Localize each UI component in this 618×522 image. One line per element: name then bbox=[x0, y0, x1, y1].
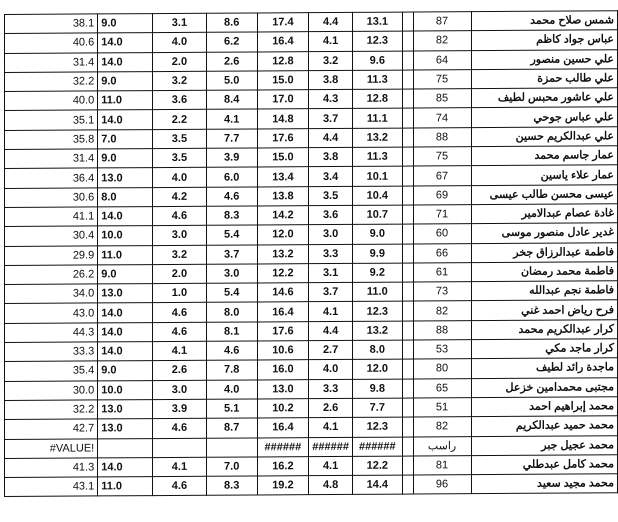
score-col-6-cell: 9.0 bbox=[352, 224, 402, 244]
score-col-1-cell: 14.0 bbox=[98, 457, 153, 477]
column-gap bbox=[402, 70, 413, 89]
score-col-5-cell: 4.0 bbox=[309, 360, 353, 380]
score-col-3-cell: 8.7 bbox=[206, 418, 257, 438]
student-name-cell: عيسى محسن طالب عيسى bbox=[471, 184, 617, 204]
score-col-5-cell: 2.7 bbox=[309, 340, 353, 360]
score-col-2-cell: 4.0 bbox=[153, 33, 207, 53]
score-col-6-cell: 9.6 bbox=[352, 51, 402, 71]
score-col-5-cell: 4.3 bbox=[309, 90, 353, 110]
column-gap bbox=[402, 224, 413, 243]
student-name-cell: كرار ماجد مكي bbox=[471, 339, 617, 359]
score-col-5-cell: 4.1 bbox=[309, 302, 353, 322]
score-col-1-cell: 11.0 bbox=[98, 245, 153, 265]
score-col-4-cell: 14.6 bbox=[257, 283, 309, 303]
score-col-6-cell: 13.1 bbox=[352, 12, 402, 32]
student-name-cell: محمد حميد عبدالكريم bbox=[471, 416, 617, 436]
score-col-2-cell: 3.2 bbox=[153, 71, 207, 91]
final-score-cell: 67 bbox=[413, 166, 471, 186]
total-cell: 43.1 bbox=[5, 477, 98, 497]
column-gap bbox=[402, 282, 413, 301]
score-col-2-cell: 4.1 bbox=[153, 457, 207, 477]
score-col-6-cell: 12.3 bbox=[352, 31, 402, 51]
final-score-cell: 74 bbox=[413, 108, 471, 128]
score-col-6-cell: 12.3 bbox=[352, 302, 402, 322]
score-col-3-cell: 6.2 bbox=[206, 32, 257, 52]
student-name-cell: عباس جواد كاظم bbox=[471, 30, 617, 50]
score-col-4-cell: 13.4 bbox=[257, 167, 309, 187]
final-score-cell: 73 bbox=[413, 282, 471, 302]
score-col-4-cell: 16.4 bbox=[257, 302, 309, 322]
column-gap bbox=[402, 340, 413, 359]
total-cell: 30.6 bbox=[5, 188, 98, 208]
score-col-5-cell: 3.5 bbox=[309, 186, 353, 206]
total-cell: 35.1 bbox=[5, 110, 98, 130]
final-score-cell: 64 bbox=[413, 50, 471, 70]
score-col-2-cell: 4.0 bbox=[153, 168, 207, 188]
total-cell: 40.0 bbox=[5, 91, 98, 111]
student-name-cell: فاطمة محمد رمضان bbox=[471, 262, 617, 282]
final-score-cell: 96 bbox=[413, 475, 471, 495]
score-col-1-cell: 9.0 bbox=[98, 149, 153, 169]
score-col-3-cell: 4.0 bbox=[206, 380, 257, 400]
score-col-6-cell: 13.2 bbox=[352, 128, 402, 148]
column-gap bbox=[402, 359, 413, 378]
total-cell: 35.8 bbox=[5, 130, 98, 150]
score-col-2-cell: 3.5 bbox=[153, 129, 207, 149]
score-col-5-cell: 3.7 bbox=[309, 283, 353, 303]
score-col-2-cell: 2.0 bbox=[153, 264, 207, 284]
score-col-2-cell: 3.9 bbox=[153, 399, 207, 419]
score-col-6-cell: 9.8 bbox=[352, 379, 402, 399]
score-col-4-cell: 16.0 bbox=[257, 360, 309, 380]
column-gap bbox=[402, 12, 413, 31]
final-score-cell: 82 bbox=[413, 417, 471, 437]
column-gap bbox=[402, 437, 413, 456]
score-col-5-cell: ###### bbox=[309, 437, 353, 457]
total-cell: 40.6 bbox=[5, 33, 98, 53]
student-name-cell: غادة عصام عبدالامير bbox=[471, 204, 617, 224]
column-gap bbox=[402, 456, 413, 475]
total-cell: 29.9 bbox=[5, 245, 98, 265]
final-score-cell: 75 bbox=[413, 147, 471, 167]
total-cell: 36.4 bbox=[5, 168, 98, 188]
score-col-1-cell: 13.0 bbox=[98, 419, 153, 439]
score-col-3-cell bbox=[206, 437, 257, 457]
score-col-1-cell: 14.0 bbox=[98, 303, 153, 323]
total-cell: 32.2 bbox=[5, 400, 98, 420]
score-col-5-cell: 4.1 bbox=[309, 32, 353, 52]
score-col-2-cell: 3.5 bbox=[153, 148, 207, 168]
score-col-2-cell: 3.2 bbox=[153, 245, 207, 265]
score-col-4-cell: 12.8 bbox=[257, 51, 309, 71]
score-col-3-cell: 4.1 bbox=[206, 109, 257, 129]
score-col-1-cell: 14.0 bbox=[98, 110, 153, 130]
score-col-2-cell: 3.6 bbox=[153, 90, 207, 110]
score-col-5-cell: 3.0 bbox=[309, 225, 353, 245]
score-col-3-cell: 8.3 bbox=[206, 476, 257, 496]
score-col-5-cell: 4.4 bbox=[309, 12, 353, 32]
score-col-1-cell: 14.0 bbox=[98, 207, 153, 227]
score-col-3-cell: 7.7 bbox=[206, 129, 257, 149]
column-gap bbox=[402, 108, 413, 127]
score-col-4-cell: 13.8 bbox=[257, 186, 309, 206]
student-name-cell: فاطمة عبدالرزاق جخر bbox=[471, 242, 617, 262]
score-col-5-cell: 3.1 bbox=[309, 263, 353, 283]
final-score-cell: 65 bbox=[413, 378, 471, 398]
student-name-cell: محمد مجيد سعيد bbox=[471, 474, 617, 494]
score-col-3-cell: 7.0 bbox=[206, 457, 257, 477]
column-gap bbox=[402, 417, 413, 436]
column-gap bbox=[402, 321, 413, 340]
score-col-1-cell bbox=[98, 438, 153, 458]
final-score-cell: 85 bbox=[413, 89, 471, 109]
score-col-4-cell: 15.0 bbox=[257, 148, 309, 168]
student-name-cell: علي عاشور محبس لطيف bbox=[471, 88, 617, 108]
score-col-5-cell: 4.4 bbox=[309, 321, 353, 341]
total-cell: #VALUE! bbox=[5, 438, 98, 458]
score-col-3-cell: 8.3 bbox=[206, 206, 257, 226]
student-name-cell: فرح رياض احمد غني bbox=[471, 300, 617, 320]
total-cell: 33.3 bbox=[5, 342, 98, 362]
column-gap bbox=[402, 205, 413, 224]
score-col-3-cell: 4.6 bbox=[206, 341, 257, 361]
column-gap bbox=[402, 398, 413, 417]
score-col-6-cell: 14.4 bbox=[352, 475, 402, 495]
column-gap bbox=[402, 147, 413, 166]
score-col-4-cell: 10.6 bbox=[257, 341, 309, 361]
score-col-4-cell: 17.6 bbox=[257, 321, 309, 341]
score-col-1-cell: 10.0 bbox=[98, 226, 153, 246]
final-score-cell: 66 bbox=[413, 243, 471, 263]
total-cell: 42.7 bbox=[5, 419, 98, 439]
final-score-cell: 81 bbox=[413, 455, 471, 475]
score-col-5-cell: 2.6 bbox=[309, 398, 353, 418]
score-col-4-cell: 15.0 bbox=[257, 71, 309, 91]
student-name-cell: محمد عجيل جبر bbox=[471, 435, 617, 455]
score-col-4-cell: 17.6 bbox=[257, 128, 309, 148]
final-score-cell: 69 bbox=[413, 185, 471, 205]
score-col-2-cell: 2.0 bbox=[153, 52, 207, 72]
score-col-4-cell: 14.2 bbox=[257, 206, 309, 226]
score-col-3-cell: 8.4 bbox=[206, 90, 257, 110]
score-col-2-cell: 3.0 bbox=[153, 226, 207, 246]
student-name-cell: محمد إبراهيم احمد bbox=[471, 397, 617, 417]
total-cell: 31.4 bbox=[5, 149, 98, 169]
score-col-2-cell: 2.6 bbox=[153, 361, 207, 381]
score-col-4-cell: 17.4 bbox=[257, 13, 309, 33]
student-name-cell: علي عباس جوحي bbox=[471, 107, 617, 127]
score-col-6-cell: 13.2 bbox=[352, 321, 402, 341]
score-col-6-cell: 11.3 bbox=[352, 70, 402, 90]
score-col-6-cell: 11.1 bbox=[352, 109, 402, 129]
student-name-cell: ماجدة رائد لطيف bbox=[471, 358, 617, 378]
score-col-1-cell: 7.0 bbox=[98, 129, 153, 149]
column-gap bbox=[402, 301, 413, 320]
total-cell: 35.4 bbox=[5, 361, 98, 381]
score-col-1-cell: 14.0 bbox=[98, 342, 153, 362]
final-score-cell: 75 bbox=[413, 70, 471, 90]
total-cell: 30.0 bbox=[5, 381, 98, 401]
total-cell: 41.1 bbox=[5, 207, 98, 227]
score-col-3-cell: 3.9 bbox=[206, 148, 257, 168]
score-col-5-cell: 3.3 bbox=[309, 379, 353, 399]
student-name-cell: علي طالب حمزة bbox=[471, 69, 617, 89]
score-col-1-cell: 14.0 bbox=[98, 322, 153, 342]
score-col-4-cell: 13.2 bbox=[257, 244, 309, 264]
student-name-cell: كرار عبدالكريم محمد bbox=[471, 320, 617, 340]
column-gap bbox=[402, 475, 413, 494]
score-col-4-cell: 14.8 bbox=[257, 109, 309, 129]
total-cell: 30.4 bbox=[5, 226, 98, 246]
final-score-cell: راسب bbox=[413, 436, 471, 456]
score-col-6-cell: 10.1 bbox=[352, 166, 402, 186]
score-col-6-cell: ###### bbox=[352, 437, 402, 457]
column-gap bbox=[402, 31, 413, 50]
column-gap bbox=[402, 89, 413, 108]
score-col-1-cell: 9.0 bbox=[98, 71, 153, 91]
student-name-cell: علي عبدالكريم حسين bbox=[471, 127, 617, 147]
score-col-5-cell: 4.1 bbox=[309, 456, 353, 476]
score-col-2-cell: 4.6 bbox=[153, 206, 207, 226]
student-name-cell: عمار جاسم محمد bbox=[471, 146, 617, 166]
score-col-5-cell: 3.3 bbox=[309, 244, 353, 264]
score-col-3-cell: 7.8 bbox=[206, 360, 257, 380]
table-row bbox=[5, 474, 618, 497]
score-col-4-cell: 10.2 bbox=[257, 399, 309, 419]
score-col-1-cell: 11.0 bbox=[98, 91, 153, 111]
final-score-cell: 71 bbox=[413, 205, 471, 225]
score-col-2-cell: 4.2 bbox=[153, 187, 207, 207]
total-cell: 44.3 bbox=[5, 323, 98, 343]
total-cell: 34.0 bbox=[5, 284, 98, 304]
score-col-3-cell: 3.7 bbox=[206, 245, 257, 265]
score-col-4-cell: 12.2 bbox=[257, 263, 309, 283]
score-col-2-cell: 3.1 bbox=[153, 13, 207, 33]
score-col-5-cell: 3.6 bbox=[309, 205, 353, 225]
score-col-3-cell: 2.6 bbox=[206, 52, 257, 72]
final-score-cell: 80 bbox=[413, 359, 471, 379]
score-col-3-cell: 5.1 bbox=[206, 399, 257, 419]
score-col-4-cell: 19.2 bbox=[257, 476, 309, 496]
final-score-cell: 87 bbox=[413, 12, 471, 32]
score-col-6-cell: 11.0 bbox=[352, 282, 402, 302]
score-col-6-cell: 12.0 bbox=[352, 359, 402, 379]
score-col-3-cell: 5.0 bbox=[206, 71, 257, 91]
column-gap bbox=[402, 379, 413, 398]
column-gap bbox=[402, 186, 413, 205]
score-col-5-cell: 3.4 bbox=[309, 167, 353, 187]
column-gap bbox=[402, 166, 413, 185]
score-col-1-cell: 13.0 bbox=[98, 400, 153, 420]
score-col-4-cell: 16.2 bbox=[257, 456, 309, 476]
column-gap bbox=[402, 263, 413, 282]
student-name-cell: عمار علاء ياسين bbox=[471, 165, 617, 185]
score-col-1-cell: 9.0 bbox=[98, 14, 153, 34]
total-cell: 31.4 bbox=[5, 53, 98, 73]
score-col-6-cell: 10.4 bbox=[352, 186, 402, 206]
score-col-3-cell: 4.6 bbox=[206, 187, 257, 207]
final-score-cell: 61 bbox=[413, 263, 471, 283]
student-name-cell: فاطمة نجم عبدالله bbox=[471, 281, 617, 301]
score-col-6-cell: 12.3 bbox=[352, 417, 402, 437]
score-col-4-cell: 16.4 bbox=[257, 418, 309, 438]
final-score-cell: 82 bbox=[413, 301, 471, 321]
score-col-5-cell: 4.4 bbox=[309, 128, 353, 148]
final-score-cell: 60 bbox=[413, 224, 471, 244]
score-col-1-cell: 14.0 bbox=[98, 33, 153, 53]
score-col-2-cell: 4.1 bbox=[153, 341, 207, 361]
score-col-6-cell: 12.8 bbox=[352, 89, 402, 109]
score-col-5-cell: 3.2 bbox=[309, 51, 353, 71]
total-cell: 26.2 bbox=[5, 265, 98, 285]
score-col-4-cell: 12.0 bbox=[257, 225, 309, 245]
score-col-1-cell: 10.0 bbox=[98, 380, 153, 400]
score-col-1-cell: 14.0 bbox=[98, 52, 153, 72]
score-col-6-cell: 7.7 bbox=[352, 398, 402, 418]
student-name-cell: محمد كامل عبدطلي bbox=[471, 455, 617, 475]
column-gap bbox=[402, 51, 413, 70]
score-col-5-cell: 3.8 bbox=[309, 147, 353, 167]
score-col-6-cell: 10.7 bbox=[352, 205, 402, 225]
student-name-cell: شمس صلاح محمد bbox=[471, 11, 617, 31]
student-name-cell: غدير عادل منصور موسى bbox=[471, 223, 617, 243]
score-col-4-cell: 17.0 bbox=[257, 90, 309, 110]
score-col-1-cell: 11.0 bbox=[98, 477, 153, 497]
score-col-6-cell: 12.2 bbox=[352, 456, 402, 476]
score-col-2-cell: 1.0 bbox=[153, 283, 207, 303]
score-col-5-cell: 3.8 bbox=[309, 70, 353, 90]
total-cell: 32.2 bbox=[5, 72, 98, 92]
score-col-6-cell: 8.0 bbox=[352, 340, 402, 360]
score-col-4-cell: ###### bbox=[257, 437, 309, 457]
total-cell: 38.1 bbox=[5, 14, 98, 34]
grades-table bbox=[4, 10, 618, 497]
score-col-2-cell: 4.6 bbox=[153, 476, 207, 496]
score-col-3-cell: 8.0 bbox=[206, 302, 257, 322]
total-cell: 41.3 bbox=[5, 458, 98, 478]
score-col-2-cell: 3.0 bbox=[153, 380, 207, 400]
score-col-3-cell: 3.0 bbox=[206, 264, 257, 284]
score-col-1-cell: 13.0 bbox=[98, 168, 153, 188]
column-gap bbox=[402, 128, 413, 147]
score-col-2-cell: 4.6 bbox=[153, 418, 207, 438]
score-col-4-cell: 13.0 bbox=[257, 379, 309, 399]
final-score-cell: 88 bbox=[413, 320, 471, 340]
score-col-1-cell: 9.0 bbox=[98, 264, 153, 284]
score-col-2-cell: 2.2 bbox=[153, 110, 207, 130]
score-col-3-cell: 8.6 bbox=[206, 13, 257, 33]
final-score-cell: 53 bbox=[413, 340, 471, 360]
score-col-2-cell: 4.6 bbox=[153, 303, 207, 323]
score-col-6-cell: 9.2 bbox=[352, 263, 402, 283]
score-col-5-cell: 4.1 bbox=[309, 418, 353, 438]
score-col-3-cell: 5.4 bbox=[206, 283, 257, 303]
student-name-cell: علي حسين منصور bbox=[471, 49, 617, 69]
score-col-5-cell: 3.7 bbox=[309, 109, 353, 129]
score-col-1-cell: 9.0 bbox=[98, 361, 153, 381]
final-score-cell: 82 bbox=[413, 31, 471, 51]
score-col-3-cell: 5.4 bbox=[206, 225, 257, 245]
final-score-cell: 88 bbox=[413, 127, 471, 147]
grades-table-body bbox=[5, 11, 618, 497]
score-col-6-cell: 11.3 bbox=[352, 147, 402, 167]
total-cell: 43.0 bbox=[5, 303, 98, 323]
score-col-2-cell: 4.6 bbox=[153, 322, 207, 342]
score-col-5-cell: 4.8 bbox=[309, 475, 353, 495]
score-col-4-cell: 16.4 bbox=[257, 32, 309, 52]
student-name-cell: مجتبى محمدامين خزعل bbox=[471, 377, 617, 397]
score-col-3-cell: 6.0 bbox=[206, 167, 257, 187]
score-col-1-cell: 13.0 bbox=[98, 284, 153, 304]
column-gap bbox=[402, 244, 413, 263]
final-score-cell: 51 bbox=[413, 398, 471, 418]
score-col-3-cell: 8.1 bbox=[206, 322, 257, 342]
score-col-2-cell bbox=[153, 438, 207, 458]
score-col-1-cell: 8.0 bbox=[98, 187, 153, 207]
score-col-6-cell: 9.9 bbox=[352, 244, 402, 264]
